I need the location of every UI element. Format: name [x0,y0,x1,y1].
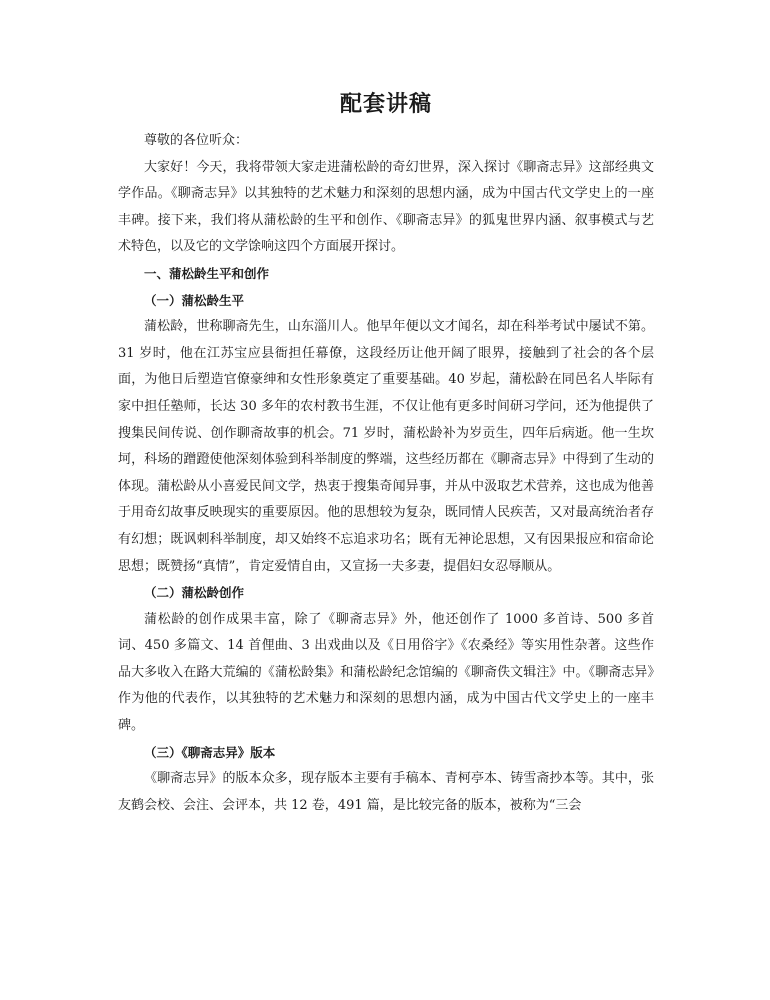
subsection-heading-works: （二）蒲松龄创作 [144,585,245,601]
works-paragraph: 蒲松龄的创作成果丰富，除了《聊斋志异》外，他还创作了 1000 多首诗、500 多首词、450 多篇文、14 首俚曲、3 出戏曲以及《日用俗字》《农桑经》等实用性杂著。这些作品大多收入在路大荒编的《蒲松龄集》和蒲松龄纪念馆编的《聊斋佚文辑注》中。《聊斋志异》作为他的代表作，以其独特的艺术魅力和深刻的思想内涵，成为中国古代文学史上的一座丰碑。 [118,611,654,734]
subsection-heading-editions: （三）《聊斋志异》版本 [144,744,276,760]
editions-paragraph: 《聊斋志异》的版本众多，现存版本主要有手稿本、青柯亭本、铸雪斋抄本等。其中，张友鹤会校、会注、会评本，共 12 卷，491 篇，是比较完备的版本，被称为“三会 [118,771,654,813]
intro-paragraph: 大家好！今天，我将带领大家走进蒲松龄的奇幻世界，深入探讨《聊斋志异》这部经典文学作品。《聊斋志异》以其独特的艺术魅力和深刻的思想内涵，成为中国古代文学史上的一座丰碑。接下来，我们将从蒲松龄的生平和创作、《聊斋志异》的狐鬼世界内涵、叙事模式与艺术特色，以及它的文学馀响这四个方面展开探讨。 [118,159,654,255]
section-heading-1: 一、蒲松龄生平和创作 [144,265,270,281]
document-title: 配套讲稿 [339,92,432,117]
document-page [118,88,654,819]
salutation: 尊敬的各位听众： [144,133,249,148]
subsection-heading-life: （一）蒲松龄生平 [144,292,245,308]
life-paragraph: 蒲松龄，世称聊斋先生，山东淄川人。他早年便以文才闻名，却在科举考试中屡试不第。31 岁时，他在江苏宝应县衙担任幕僚，这段经历让他开阔了眼界，接触到了社会的各个层面，为他日后塑造官僚豪绅和女性形象奠定了重要基础。40 岁起，蒲松龄在同邑名人毕际有家中担任塾师，长达 30 多年的农村教书生涯，不仅让他有更多时间研习学问，还为他提供了搜集民间传说、创作聊斋故事的机会。71 岁时，蒲松龄补为岁贡生，四年后病逝。他一生坎坷，科场的蹭蹬使他深刻体验到科举制度的弊端，这些经历都在《聊斋志异》中得到了生动的体现。蒲松龄从小喜爱民间文学，热衷于搜集奇闻异事，并从中汲取艺术营养，这也成为他善于用奇幻故事反映现实的重要原因。他的思想较为复杂，既同情人民疾苦，又对最高统治者存有幻想；既讽刺科举制度，却又始终不忘追求功名；既有无神论思想，又有因果报应和宿命论思想；既赞扬“真情”，肯定爱情自由，又宣扬一夫多妻，提倡妇女忍辱顺从。 [118,319,654,574]
